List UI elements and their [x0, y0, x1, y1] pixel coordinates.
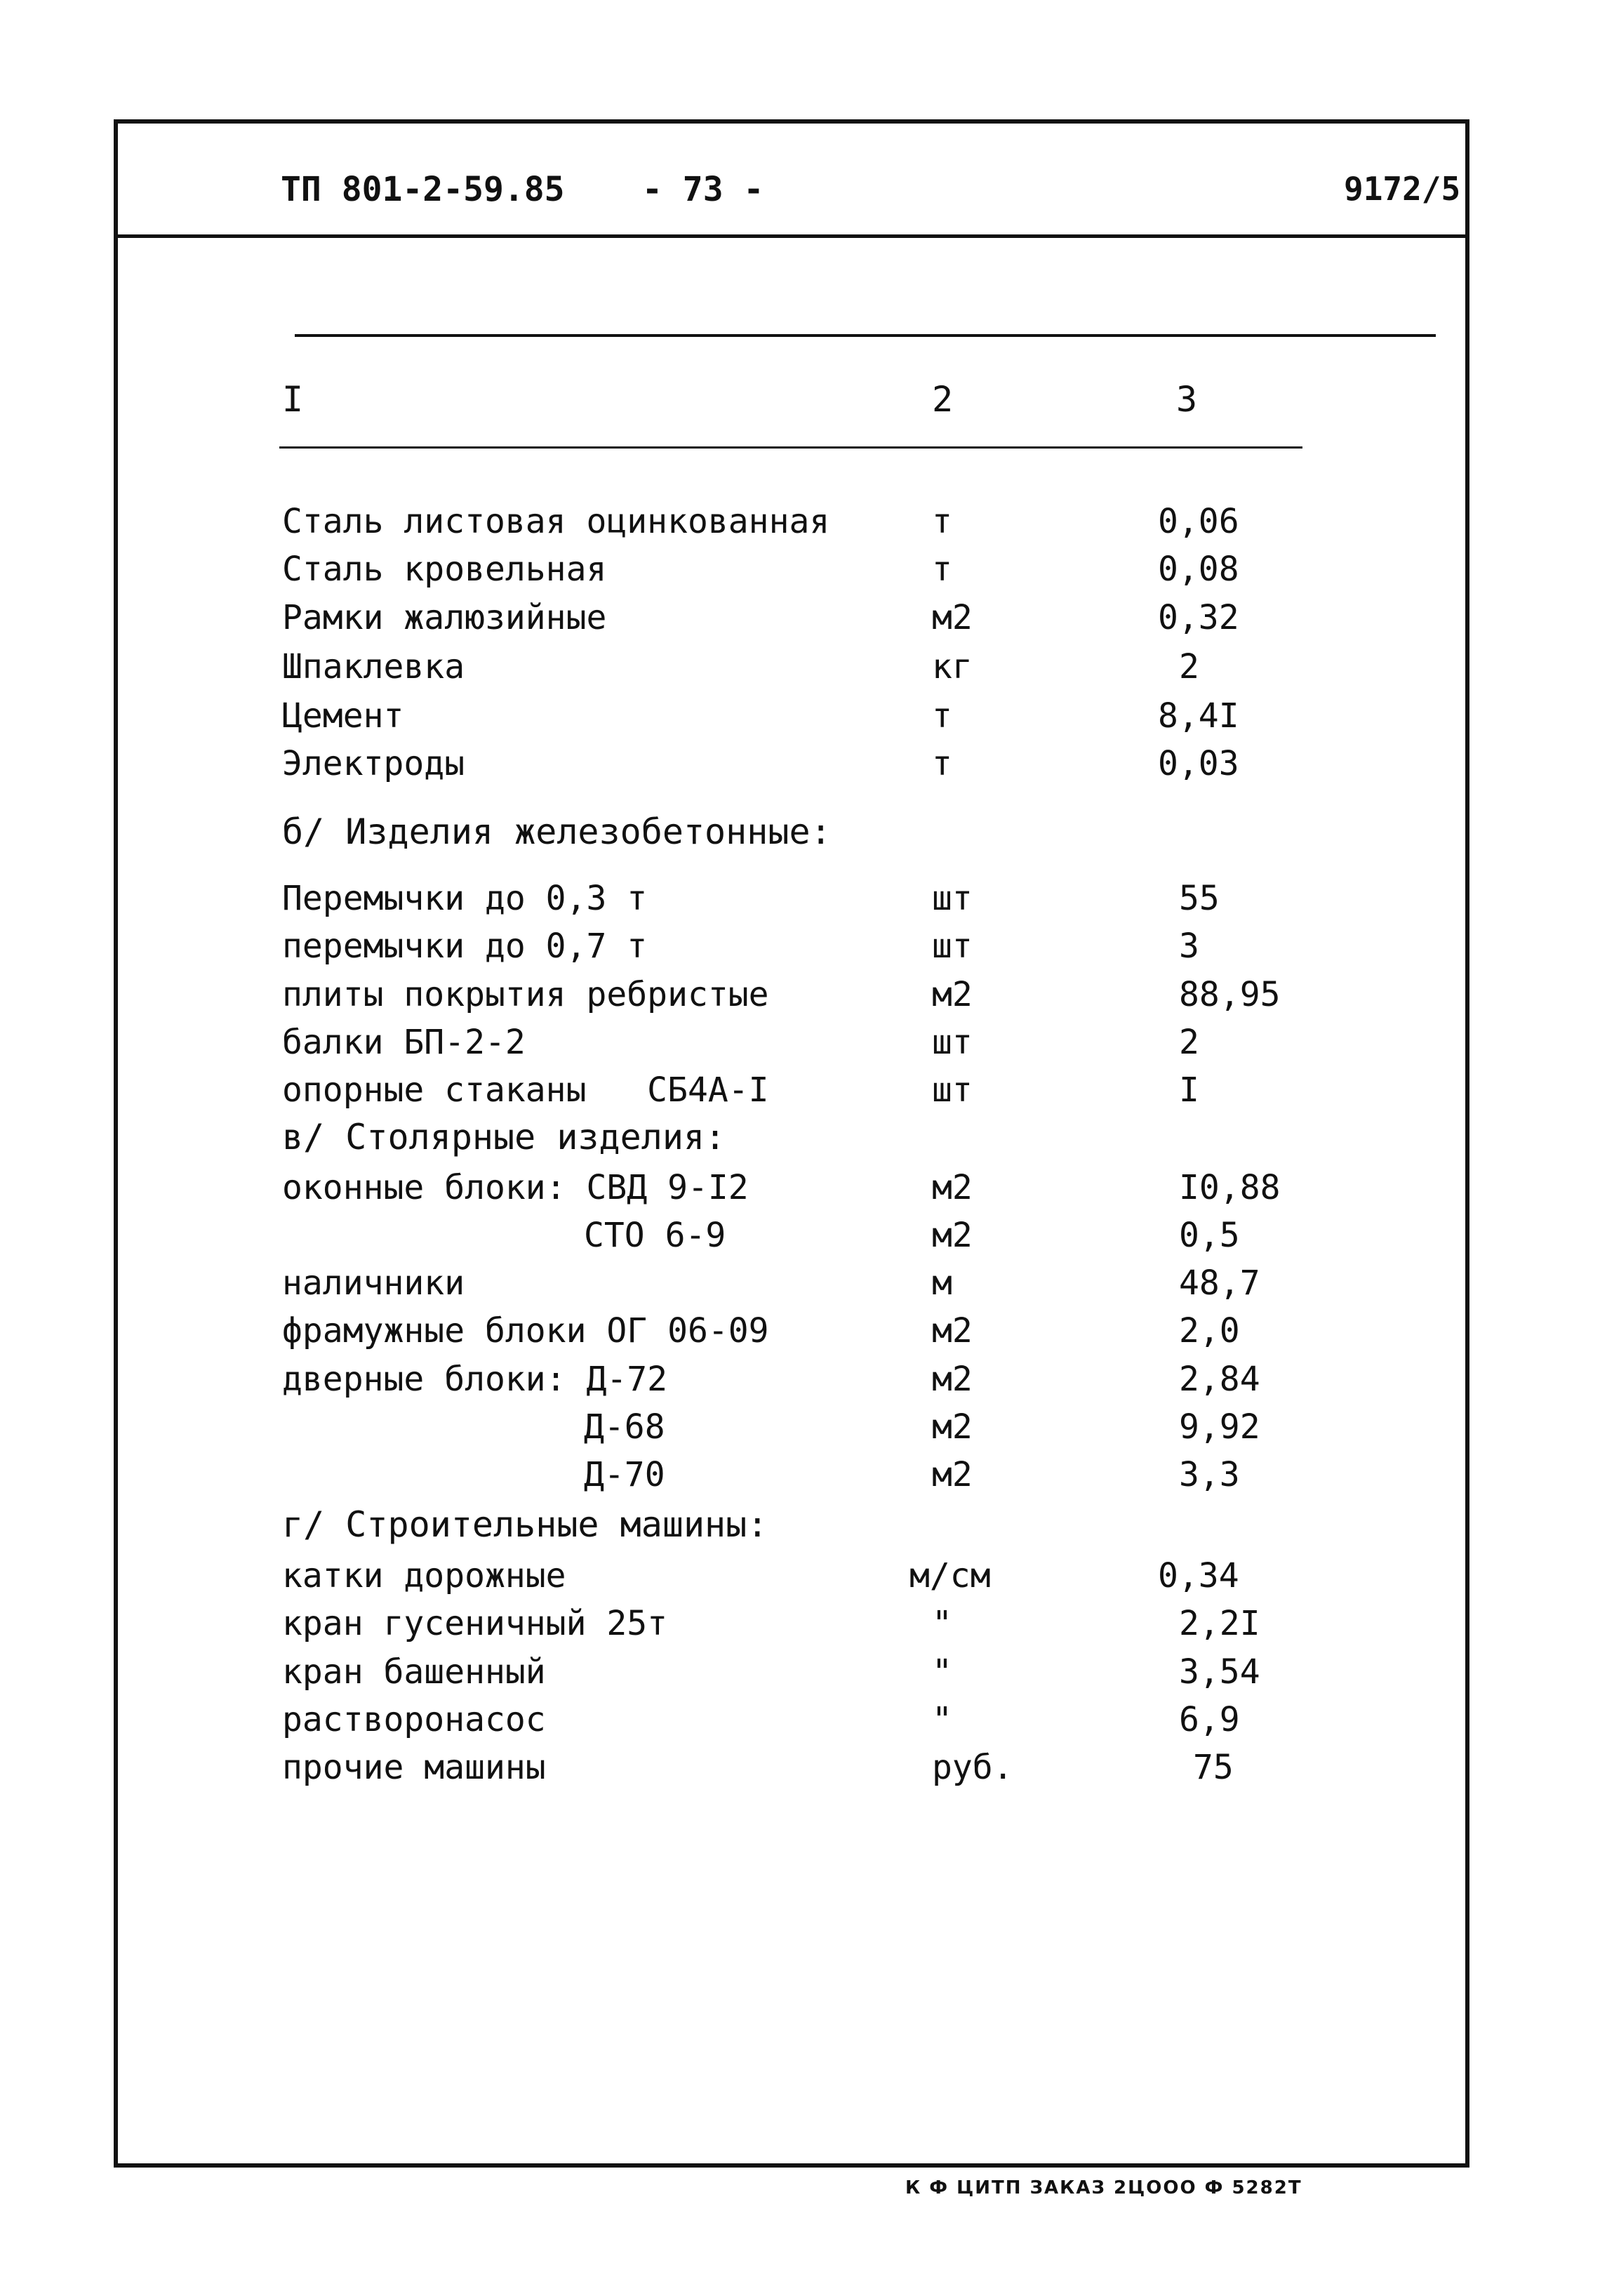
table-row [0, 1214, 1600, 1256]
row-unit: руб. [932, 1748, 1013, 1787]
row-quantity: I0,88 [1179, 1168, 1281, 1207]
table-row [0, 1262, 1600, 1304]
row-unit: м2 [932, 1455, 973, 1494]
column-header-quantity: 3 [1176, 379, 1198, 420]
row-quantity: 0,08 [1158, 550, 1239, 589]
section-heading [0, 811, 1600, 853]
row-unit: м2 [932, 1407, 973, 1447]
row-quantity: I [1179, 1070, 1199, 1110]
table-row [0, 646, 1600, 688]
row-quantity: 75 [1193, 1748, 1234, 1787]
row-unit: м2 [932, 598, 973, 637]
table-row [0, 877, 1600, 920]
row-unit: " [932, 1700, 952, 1739]
row-name: плиты покрытия ребристые [282, 975, 769, 1014]
table-row [0, 1651, 1600, 1693]
row-unit: т [932, 744, 952, 783]
row-quantity: 9,92 [1179, 1407, 1260, 1447]
row-unit: м2 [932, 1168, 973, 1207]
row-quantity: 3,3 [1179, 1455, 1240, 1494]
row-quantity: 0,03 [1158, 744, 1239, 783]
row-name: опорные стаканы СБ4А-I [282, 1070, 769, 1110]
row-unit: " [932, 1604, 952, 1643]
section-heading [0, 1504, 1600, 1546]
row-quantity: 55 [1179, 879, 1220, 918]
row-name: Сталь листовая оцинкованная [282, 502, 830, 541]
doc-code: ТП 801-2-59.85 [281, 170, 565, 209]
row-unit: шт [932, 1070, 973, 1110]
row-name: Д-70 [584, 1455, 665, 1494]
column-header-unit: 2 [932, 379, 954, 420]
row-name: катки дорожные [282, 1556, 566, 1595]
table-top-rule [279, 334, 1436, 337]
section-heading [0, 1116, 1600, 1158]
row-name: прочие машины [282, 1748, 546, 1787]
table-row [0, 925, 1600, 967]
page-number: - 73 - [642, 170, 764, 209]
column-header-rule [279, 446, 1302, 449]
row-unit: шт [932, 879, 973, 918]
row-name: фрамужные блоки ОГ 06-09 [282, 1311, 769, 1351]
print-mark: К Ф ЦИТП ЗАКАЗ 2ЦООО Ф 5282Т [905, 2177, 1302, 2198]
row-unit: шт [932, 1023, 973, 1062]
row-unit: м2 [932, 1311, 973, 1351]
table-row [0, 1746, 1600, 1789]
table-top-rule-gap [279, 334, 295, 337]
row-quantity: 8,4I [1158, 696, 1239, 736]
row-name: дверные блоки: Д-72 [282, 1360, 668, 1399]
table-row [0, 500, 1600, 543]
table-row [0, 1310, 1600, 1352]
table-row [0, 597, 1600, 639]
table-row [0, 743, 1600, 785]
section-title: в/ Столярные изделия: [282, 1117, 726, 1157]
table-row [0, 1358, 1600, 1400]
row-name: Сталь кровельная [282, 550, 607, 589]
row-quantity: 2,0 [1179, 1311, 1240, 1351]
sheet-number: 9172/5 [1344, 170, 1461, 208]
table-row [0, 695, 1600, 737]
section-title: б/ Изделия железобетонные: [282, 811, 832, 852]
row-quantity: 6,9 [1179, 1700, 1240, 1739]
table-row [0, 548, 1600, 590]
row-unit: м/см [909, 1556, 991, 1595]
row-name: растворонасос [282, 1700, 546, 1739]
table-row [0, 1699, 1600, 1741]
row-quantity: 3 [1179, 927, 1199, 966]
section-title: г/ Строительные машины: [282, 1504, 768, 1545]
row-name: Рамки жалюзийные [282, 598, 607, 637]
table-row [0, 974, 1600, 1016]
row-unit: м [932, 1263, 952, 1303]
row-quantity: 2,2I [1179, 1604, 1260, 1643]
row-name: Д-68 [584, 1407, 665, 1447]
table-row [0, 1454, 1600, 1496]
row-unit: м2 [932, 1216, 973, 1255]
row-name: Перемычки до 0,3 т [282, 879, 648, 918]
row-quantity: 0,5 [1179, 1216, 1240, 1255]
row-unit: кг [932, 647, 973, 686]
row-name: кран башенный [282, 1652, 546, 1692]
table-row [0, 1167, 1600, 1209]
row-unit: т [932, 696, 952, 736]
row-quantity: 48,7 [1179, 1263, 1260, 1303]
row-name: кран гусеничный 25т [282, 1604, 668, 1643]
row-unit: " [932, 1652, 952, 1692]
row-unit: т [932, 550, 952, 589]
table-row [0, 1021, 1600, 1063]
row-quantity: 2,84 [1179, 1360, 1260, 1399]
row-quantity: 0,34 [1158, 1556, 1239, 1595]
row-name: Цемент [282, 696, 404, 736]
table-row [0, 1555, 1600, 1597]
column-header-name: I [282, 379, 304, 420]
row-name: Шпаклевка [282, 647, 465, 686]
table-row [0, 1406, 1600, 1448]
row-quantity: 88,95 [1179, 975, 1281, 1014]
row-name: Электроды [282, 744, 465, 783]
row-quantity: 0,06 [1158, 502, 1239, 541]
row-quantity: 2 [1179, 647, 1199, 686]
row-unit: шт [932, 927, 973, 966]
row-unit: т [932, 502, 952, 541]
row-unit: м2 [932, 975, 973, 1014]
row-quantity: 2 [1179, 1023, 1199, 1062]
row-unit: м2 [932, 1360, 973, 1399]
row-quantity: 3,54 [1179, 1652, 1260, 1692]
row-name: балки БП-2-2 [282, 1023, 526, 1062]
row-name: наличники [282, 1263, 465, 1303]
row-quantity: 0,32 [1158, 598, 1239, 637]
table-row [0, 1069, 1600, 1111]
table-row [0, 1602, 1600, 1645]
header-divider [114, 234, 1469, 238]
row-name: перемычки до 0,7 т [282, 927, 648, 966]
row-name: оконные блоки: СВД 9-I2 [282, 1168, 749, 1207]
row-name: СТО 6-9 [584, 1216, 726, 1255]
